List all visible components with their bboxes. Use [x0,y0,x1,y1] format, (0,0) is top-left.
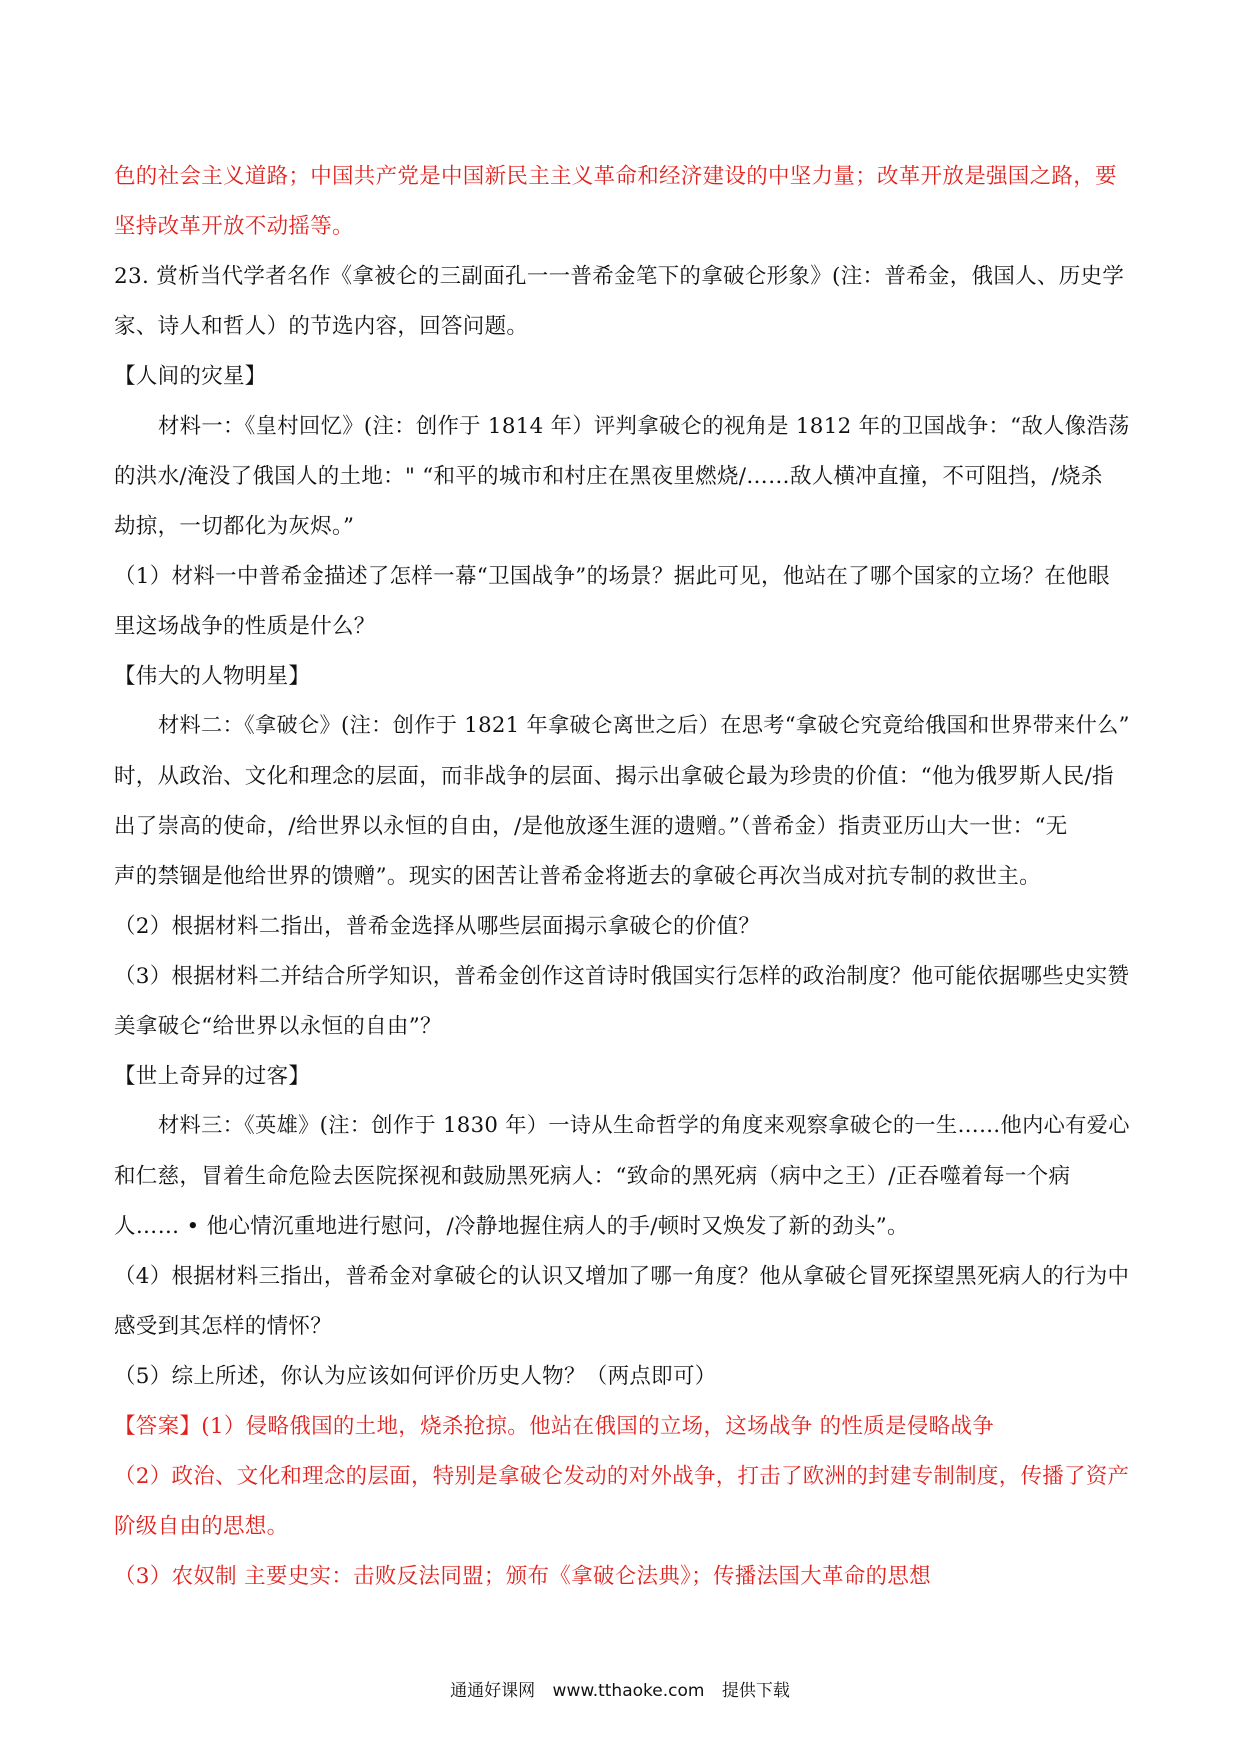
material-2-line-4: 声的禁锢是他给世界的馈赠”。现实的困苦让普希金将逝去的拿破仑再次当成对抗专制的救世主。 [114,864,1041,889]
question-3-line-1: （3）根据材料二并结合所学知识，普希金创作这首诗时俄国实行怎样的政治制度？他可能依据哪些史实赞 [114,964,1130,989]
material-1-line-3: 劫掠，一切都化为灰烬。” [114,514,355,539]
material-3-line-1: 材料三：《英雄》(注：创作于 1830 年）一诗从生命哲学的角度来观察拿破仑的一生……他内心有爱心 [158,1113,1130,1138]
footer-note: 提供下载 [721,1681,790,1701]
answer-22-line-1: 色的社会主义道路；中国共产党是中国新民主主义革命和经济建设的中坚力量；改革开放是强国之路，要 [114,164,1117,189]
material-2-line-2: 时，从政治、文化和理念的层面，而非战争的层面、揭示出拿破仑最为珍贵的价值：“他为俄罗斯人民/指 [114,764,1114,789]
section-heading-2: 【伟大的人物明星】 [114,664,311,689]
answer-3: （3）农奴制 主要史实：击败反法同盟；颁布《拿破仑法典》；传播法国大革命的思想 [114,1564,931,1589]
question-4-line-1: （4）根据材料三指出，普希金对拿破仑的认识又增加了哪一角度？他从拿破仑冒死探望黑死病人的行为中 [114,1264,1130,1289]
material-1-line-1: 材料一：《皇村回忆》(注：创作于 1814 年）评判拿破仑的视角是 1812 年的卫国战争：“敌人像浩荡 [158,414,1130,439]
footer-url[interactable]: www.tthaoke.com [552,1681,705,1701]
question-23-intro-line-1: 23. 赏析当代学者名作《拿被仑的三副面孔一一普希金笔下的拿破仑形象》(注：普希金，俄国人、历史学 [114,264,1125,289]
material-1-line-2: 的洪水/淹没了俄国人的土地：" “和平的城市和村庄在黑夜里燃烧/……敌人横冲直撞，不可阻挡，/烧杀 [114,464,1103,489]
page-footer [0,1676,1240,1701]
answer-1: 【答案】(1）侵略俄国的土地，烧杀抢掠。他站在俄国的立场，这场战争 的性质是侵略战争 [114,1414,995,1439]
answer-2-line-2: 阶级自由的思想。 [114,1514,289,1539]
question-1-line-1: （1）材料一中普希金描述了怎样一幕“卫国战争”的场景？据此可见，他站在了哪个国家的立场？在他眼 [114,564,1110,589]
material-2-line-1: 材料二：《拿破仑》(注：创作于 1821 年拿破仑离世之后）在思考“拿破仑究竟给俄国和世界带来什么” [158,713,1130,738]
question-5: （5）综上所述，你认为应该如何评价历史人物？（两点即可） [114,1364,717,1389]
material-3-line-3: 人…… • 他心情沉重地进行慰问，/冷静地握住病人的手/顿时又焕发了新的劲头”。 [114,1214,909,1239]
material-3-line-2: 和仁慈，冒着生命危险去医院探视和鼓励黑死病人：“致命的黑死病（病中之王）/正吞噬着每一个病 [114,1164,1071,1189]
question-3-line-2: 美拿破仑“给世界以永恒的自由”？ [114,1014,442,1039]
footer-site-name: 通通好课网 [450,1681,536,1701]
material-2-line-3: 出了崇高的使命，/给世界以永恒的自由，/是他放逐生涯的遗赠。”（普希金）指责亚历山大一世：“无 [114,814,1068,839]
section-heading-1: 【人间的灾星】 [114,364,267,389]
answer-22-line-2: 坚持改革开放不动摇等。 [114,214,354,239]
answer-2-line-1: （2）政治、文化和理念的层面，特别是拿破仑发动的对外战争，打击了欧洲的封建专制制度，传播了资产 [114,1464,1130,1489]
question-2: （2）根据材料二指出，普希金选择从哪些层面揭示拿破仑的价值？ [114,914,761,939]
question-1-line-2: 里这场战争的性质是什么？ [114,614,376,639]
section-heading-3: 【世上奇异的过客】 [114,1064,311,1089]
question-4-line-2: 感受到其怎样的情怀？ [114,1314,333,1339]
question-23-intro-line-2: 家、诗人和哲人）的节选内容，回答问题。 [114,314,529,339]
